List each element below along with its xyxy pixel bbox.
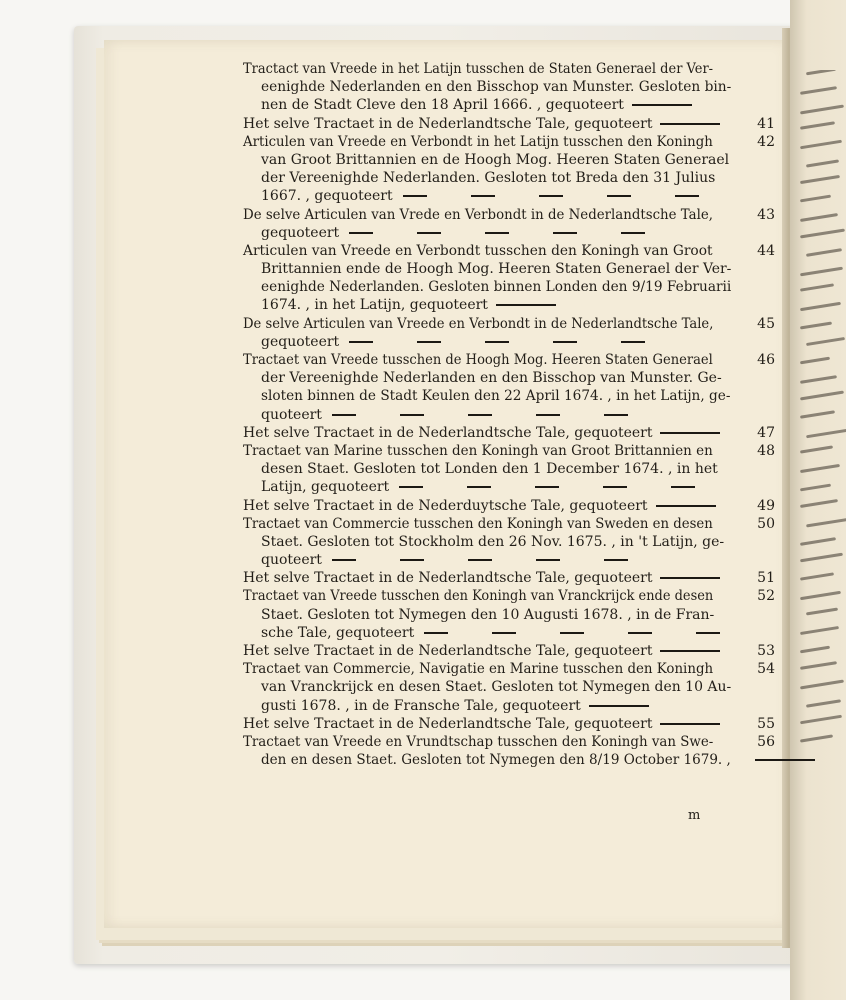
entry-text: nen de Stadt Cleve den 18 April 1666. , gequoteert [261, 97, 624, 114]
treaty-entry [243, 351, 773, 424]
right-page-line [800, 626, 839, 635]
entry-line [243, 733, 773, 751]
right-page-line [806, 699, 841, 707]
entry-line [243, 169, 773, 187]
entry-line [243, 78, 773, 96]
treaty-entry [243, 515, 773, 570]
leader-rule [660, 650, 720, 652]
entry-text: Tractaet van Commercie tusschen den Koningh van Sweden en desen [243, 515, 713, 532]
entry-number: 55 [757, 715, 775, 732]
leader-rule [496, 304, 556, 306]
entry-line [243, 115, 773, 133]
treaty-entry [243, 60, 773, 115]
entry-line [243, 715, 773, 733]
entry-number: 54 [757, 661, 775, 678]
entry-number: 46 [757, 352, 775, 368]
right-page-line [800, 591, 841, 600]
leader-dashes [332, 406, 672, 424]
entry-line [243, 96, 773, 114]
leader-rule [656, 505, 716, 507]
entry-line [243, 533, 773, 551]
treaty-list [243, 60, 773, 769]
entry-line [243, 133, 773, 151]
right-page-line [800, 572, 834, 580]
leader-dashes [332, 551, 672, 569]
right-page-line [800, 357, 830, 365]
entry-line [243, 187, 773, 205]
treaty-entry [243, 569, 773, 587]
entry-number: 48 [757, 442, 775, 459]
entry-line [243, 624, 773, 642]
right-page-line [800, 195, 831, 203]
right-page-line [800, 734, 833, 742]
right-page-line [800, 105, 844, 115]
right-page-text [800, 70, 846, 790]
right-page-line [806, 608, 838, 616]
leader-rule [660, 723, 720, 725]
entry-line [243, 315, 773, 333]
entry-line [243, 515, 773, 533]
treaty-entry [243, 424, 773, 442]
entry-number: 45 [757, 315, 775, 332]
entry-line [243, 278, 773, 296]
right-page-line [800, 322, 832, 330]
treaty-entry [243, 315, 773, 351]
entry-line [243, 497, 773, 515]
right-page-line [806, 159, 839, 167]
treaty-entry [243, 642, 773, 660]
entry-text: Het selve Tractaet in de Nederlandtsche Tale, gequoteert [243, 715, 653, 732]
leader-rule [660, 123, 720, 125]
treaty-entry [243, 133, 773, 206]
entry-text: den en desen Staet. Gesloten tot Nymegen den 8/19 October 1679. , [261, 752, 731, 769]
right-page-line [806, 70, 836, 75]
entry-text: Tractaet van Commercie, Navigatie en Marine tusschen den Koningh [243, 661, 714, 678]
entry-text: van Vranckrijck en desen Staet. Gesloten tot Nymegen den 10 Au- [261, 679, 732, 696]
entry-text: Tractaet van Vreede en Vrundtschap tusschen den Koningh van Swe- [243, 733, 714, 750]
entry-text: Het selve Tractaet in de Nederlandtsche Tale, gequoteert [243, 115, 653, 132]
entry-text: eenighde Nederlanden en den Bisschop van Munster. Gesloten bin- [261, 79, 732, 96]
treaty-entry [243, 442, 773, 497]
right-page-line [800, 661, 837, 670]
entry-line [243, 751, 773, 769]
right-page-line [800, 715, 842, 725]
entry-text: Staet. Gesloten tot Nymegen den 10 Augusti 1678. , in de Fran- [261, 606, 715, 623]
entry-number: 47 [757, 424, 775, 441]
right-page-line [800, 646, 830, 654]
entry-text: Articulen van Vreede en Verbondt in het Latijn tusschen den Koningh [243, 133, 713, 150]
entry-text: der Vereenighde Nederlanden en den Bisschop van Munster. Ge- [261, 370, 722, 387]
treaty-entry [243, 660, 773, 715]
right-page-line [800, 140, 842, 150]
right-page-line [800, 464, 840, 473]
right-page-line [800, 302, 841, 311]
leader-dashes [399, 478, 739, 496]
catchword: m [688, 808, 701, 823]
entry-line [243, 660, 773, 678]
entry-text: quoteert [261, 406, 322, 423]
entry-number: 43 [757, 206, 775, 223]
entry-text: Het selve Tractaet in de Nederlandtsche Tale, gequoteert [243, 643, 653, 659]
entry-text: Staet. Gesloten tot Stockholm den 26 Nov. 1675. , in 't Latijn, ge- [261, 533, 725, 550]
entry-number: 51 [757, 570, 775, 587]
leader-dashes [349, 224, 689, 242]
leader-dashes [403, 187, 743, 205]
entry-line [243, 587, 773, 605]
entry-number: 49 [757, 497, 775, 514]
leader-rule [660, 432, 720, 434]
right-page-line [800, 267, 843, 277]
entry-text: Het selve Tractaet in de Nederlandtsche Tale, gequoteert [243, 424, 653, 441]
treaty-entry [243, 206, 773, 242]
treaty-entry [243, 587, 773, 642]
entry-text: Het selve Tractaet in de Nederlandtsche Tale, gequoteert [243, 570, 653, 587]
treaty-entry [243, 242, 773, 315]
leader-rule [755, 759, 815, 761]
entry-number: 53 [757, 643, 775, 659]
entry-text: Articulen van Vreede en Verbondt tusschen den Koningh van Groot [243, 242, 713, 259]
entry-text: eenighde Nederlanden. Gesloten binnen Londen den 9/19 Februarii [261, 279, 732, 296]
treaty-entry [243, 115, 773, 133]
right-page-line [800, 499, 838, 508]
right-page-line [800, 228, 845, 238]
right-page-line [806, 337, 845, 346]
right-page-line [800, 391, 844, 401]
entry-line [243, 424, 773, 442]
right-page-line [806, 429, 846, 439]
entry-text: gequoteert [261, 224, 340, 241]
entry-text: Tractaet van Vreede tusschen de Hoogh Mog. Heeren Staten Generael [243, 352, 713, 368]
entry-line [243, 206, 773, 224]
entry-text: 1674. , in het Latijn, gequoteert [261, 297, 488, 314]
entry-line [243, 351, 773, 369]
entry-text: Tractact van Vreede in het Latijn tusschen de Staten Generael der Ver- [243, 61, 714, 77]
entry-line [243, 678, 773, 696]
leader-dashes [424, 624, 764, 642]
entry-text: De selve Articulen van Vrede en Verbondt in de Nederlandtsche Tale, [243, 206, 714, 223]
entry-line [243, 369, 773, 387]
entry-text: sloten binnen de Stadt Keulen den 22 April 1674. , in het Latijn, ge- [261, 388, 731, 405]
entry-line [243, 697, 773, 715]
entry-line [243, 60, 773, 78]
entry-text: gequoteert [261, 333, 340, 350]
right-page-line [800, 213, 838, 222]
right-page-line [806, 248, 842, 257]
leader-rule [632, 104, 692, 106]
entry-text: Het selve Tractaet in de Nederduytsche Tale, gequoteert [243, 497, 648, 514]
right-page-line [800, 375, 837, 384]
leader-dashes [349, 333, 689, 351]
entry-line [243, 460, 773, 478]
leader-rule [660, 577, 720, 579]
entry-text: De selve Articulen van Vreede en Verbondt in de Nederlandtsche Tale, [243, 315, 714, 332]
entry-line [243, 442, 773, 460]
entry-line [243, 387, 773, 405]
right-page-line [800, 680, 844, 690]
right-page-line [800, 484, 831, 492]
entry-line [243, 260, 773, 278]
entry-line [243, 642, 773, 660]
right-page-line [800, 537, 836, 546]
entry-line [243, 224, 773, 242]
entry-text: Brittannien ende de Hoogh Mog. Heeren Staten Generael der Ver- [261, 261, 732, 278]
right-page-line [800, 283, 834, 291]
entry-text: desen Staet. Gesloten tot Londen den 1 December 1674. , in het [261, 461, 718, 478]
right-page-line [800, 175, 840, 184]
entry-text: Tractaet van Vreede tusschen den Koningh van Vranckrijck ende desen [243, 588, 714, 605]
entry-line [243, 296, 773, 314]
entry-line [243, 569, 773, 587]
entry-text: sche Tale, gequoteert [261, 624, 415, 641]
entry-line [243, 333, 773, 351]
leader-rule [589, 705, 649, 707]
entry-text: 1667. , gequoteert [261, 188, 393, 205]
entry-text: gusti 1678. , in de Fransche Tale, gequoteert [261, 697, 581, 714]
right-page-line [800, 121, 835, 129]
treaty-entry [243, 715, 773, 733]
entry-number: 56 [757, 733, 775, 750]
entry-line [243, 242, 773, 260]
right-page-line [800, 410, 835, 418]
entry-line [243, 406, 773, 424]
entry-line [243, 151, 773, 169]
right-page-line [806, 517, 846, 527]
entry-text: quoteert [261, 552, 322, 569]
right-page-line [800, 86, 837, 95]
entry-number: 41 [757, 115, 775, 132]
treaty-entry [243, 497, 773, 515]
entry-number: 44 [757, 242, 775, 259]
entry-number: 52 [757, 588, 775, 605]
right-page-line [800, 553, 843, 563]
entry-text: Latijn, gequoteert [261, 479, 390, 496]
treaty-entry [243, 733, 773, 769]
right-page-line [800, 445, 833, 453]
entry-line [243, 606, 773, 624]
entry-text: van Groot Brittannien en de Hoogh Mog. Heeren Staten Generael [261, 151, 730, 168]
entry-number: 50 [757, 515, 775, 532]
entry-text: Tractaet van Marine tusschen den Koningh van Groot Brittannien en [243, 442, 713, 459]
entry-number: 42 [757, 133, 775, 150]
entry-line [243, 551, 773, 569]
entry-line [243, 478, 773, 496]
entry-text: der Vereenighde Nederlanden. Gesloten tot Breda den 31 Julius [261, 170, 716, 187]
